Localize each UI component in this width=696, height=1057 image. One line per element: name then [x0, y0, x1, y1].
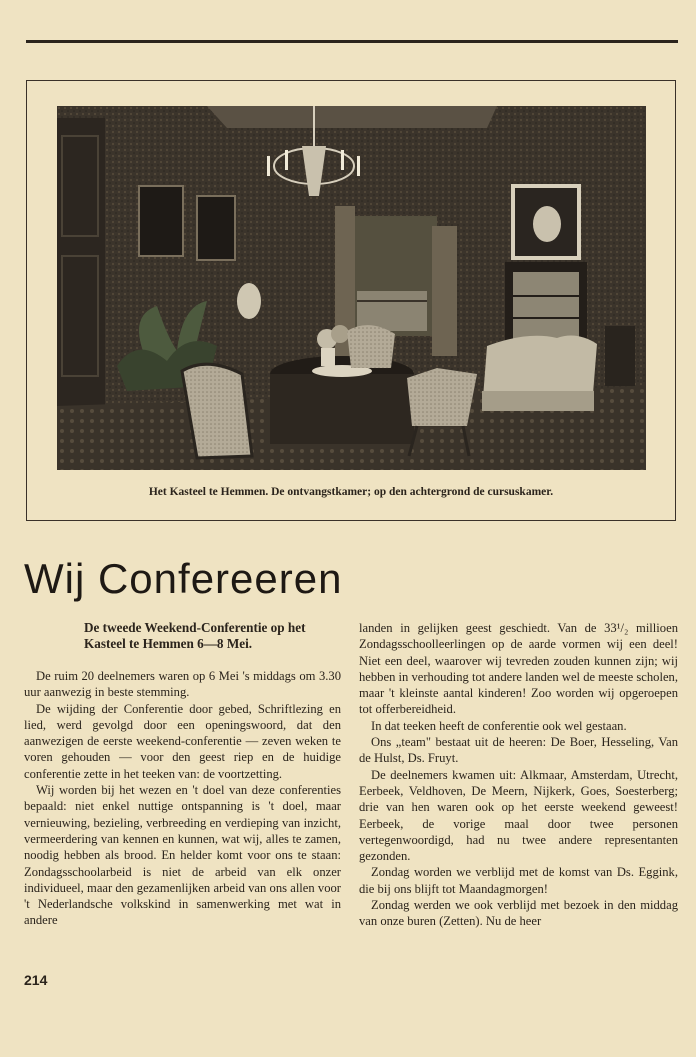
paragraph: Wij worden bij het wezen en 't doel van deze conferenties bepaald: niet enkel nuttige ontspanning is 't doel, maar vernieuwing, bezieling, verbreeding en verdieping van inzicht, vermeerdering van kennen en kunnen, wat wij, alles te zamen, noodig hebben als brood. En helder komt voor ons te staan: Zondagsschoolarbeid is niet de arbeid van elk onzer individueel, maar den gezamenlijken arbeid van ons allen voor 't Nederlandsche volkskind in samenwerking met wat in andere	[24, 783, 341, 928]
article-title: Wij Confereeren	[24, 555, 343, 602]
top-rule	[26, 40, 678, 43]
article-subtitle: De tweede Weekend-Conferentie op het Kasteel te Hemmen 6—8 Mei.	[84, 620, 306, 651]
paragraph: Zondag worden we verblijd met de komst van Ds. Eggink, die bij ons blijft tot Maandagmorgen!	[359, 865, 678, 896]
paragraph: In dat teeken heeft de conferentie ook wel gestaan.	[371, 718, 627, 733]
paragraph: Ons „team" bestaat uit de heeren: De Boer, Hesseling, Van de Hulst, Ds. Fruyt.	[359, 735, 678, 766]
photo-caption: Het Kasteel te Hemmen. De ontvangstkamer; op den achtergrond de cursuskamer.	[148, 486, 554, 498]
paragraph: De deelnemers kwamen uit: Alkmaar, Amsterdam, Utrecht, Eerbeek, Veldhoven, De Meern, Nijkerk, Goes, Soesterberg; drie van hen waren ook op het eerste weekend geweest! Eerbeek, de vorige maal door twee personen vertegenwoordigd, had nu twee andere representanten gezonden.	[359, 767, 678, 864]
paragraph: Zondag werden we ook verblijd met bezoek in den middag van onze buren (Zetten). Nu de heer	[359, 898, 678, 929]
paragraph: De ruim 20 deelnemers waren op 6 Mei 's middags om 3.30 uur aanwezig in beste stemming.	[24, 669, 341, 700]
paragraph: De wijding der Conferentie door gebed, Schriftlezing en lied, werd gevolgd door een openingswoord, dat den aanwezigen de eerste weekend-conferentie — zeven weken te voren gehouden — voor den geest riep en de huidige conferentie zette in het teeken van: de voortzetting.	[24, 701, 341, 781]
page-number: 214	[24, 972, 48, 988]
paragraph: landen in gelijken geest geschiedt. Van de 33¹/₂ millioen Zondagsschoolleerlingen op de aarde vormen wij een deel! Niet een deel, waarover wij tevreden zouden kunnen zijn; wij hebben in verhouding tot andere landen wel de meeste scholen, maar 't kleinste aantal kinderen! Zoo worden wij opgeroepen tot offerbereidheid.	[359, 621, 678, 717]
room-photo	[57, 106, 646, 470]
article-column-left	[24, 620, 341, 929]
room-photo-illustration	[57, 106, 646, 470]
article-column-right	[359, 620, 678, 930]
